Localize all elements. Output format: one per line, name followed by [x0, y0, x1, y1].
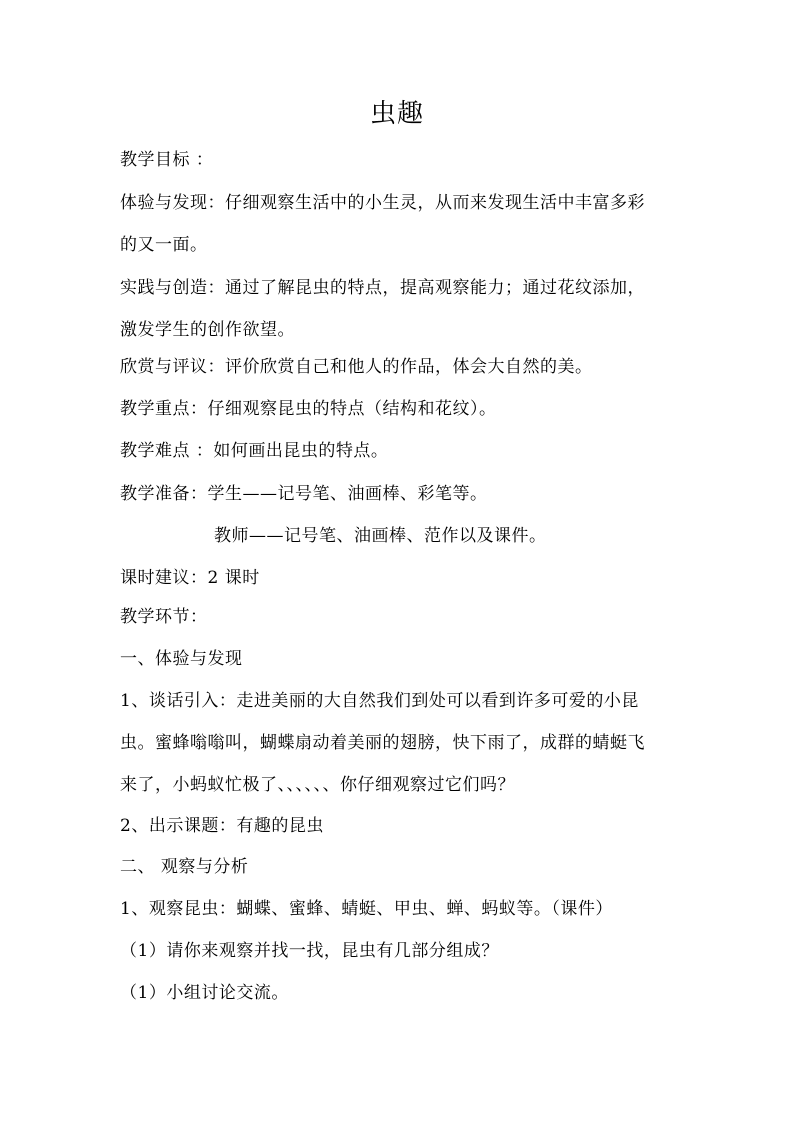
- section-two-heading: 二、 观察与分析: [120, 857, 249, 877]
- observe-insects-line: 1、观察昆虫：蝴蝶、蜜蜂、蜻蜓、甲虫、蝉、蚂蚁等。（课件）: [120, 899, 613, 919]
- teaching-preparation-students-line: 教学准备：学生——记号笔、油画棒、彩笔等。: [120, 484, 488, 504]
- step-one-line-2: 虫。蜜蜂嗡嗡叫，蝴蝶扇动着美丽的翅膀，快下雨了，成群的蜻蜓飞: [120, 733, 645, 753]
- teaching-objectives-heading: 教学目标 ：: [120, 150, 214, 170]
- teaching-difficulty-line: 教学难点 ：如何画出昆虫的特点。: [120, 441, 389, 461]
- document-title: 虫趣: [369, 99, 424, 129]
- experience-discovery-line-2: 的又一面。: [120, 235, 208, 255]
- teaching-focus-line: 教学重点：仔细观察昆虫的特点（结构和花纹）。: [120, 399, 497, 419]
- sub-item-find-parts-line: （1）请你来观察并找一找，昆虫有几部分组成？: [120, 941, 499, 961]
- appreciation-evaluation-line: 欣赏与评议：评价欣赏自己和他人的作品，体会大自然的美。: [120, 357, 593, 377]
- step-one-line-1: 1、谈话引入：走进美丽的大自然我们到处可以看到许多可爱的小昆: [120, 691, 639, 711]
- class-hours-line: 课时建议：2 课时: [120, 568, 260, 588]
- teaching-steps-heading: 教学环节：: [120, 607, 208, 627]
- teaching-preparation-teacher-line: 教师——记号笔、油画棒、范作以及课件。: [214, 526, 547, 546]
- section-one-heading: 一、体验与发现: [120, 649, 243, 669]
- practice-creation-line-1: 实践与创造：通过了解昆虫的特点，提高观察能力；通过花纹添加，: [120, 278, 645, 298]
- step-one-line-3: 来了，小蚂蚁忙极了、、、、、、你仔细观察过它们吗？: [120, 775, 515, 795]
- sub-item-group-discussion-line: （1）小组讨论交流。: [120, 983, 289, 1003]
- practice-creation-line-2: 激发学生的创作欲望。: [120, 320, 295, 340]
- step-two-line: 2、出示课题：有趣的昆虫: [120, 816, 324, 836]
- experience-discovery-line-1: 体验与发现：仔细观察生活中的小生灵，从而来发现生活中丰富多彩: [120, 193, 645, 213]
